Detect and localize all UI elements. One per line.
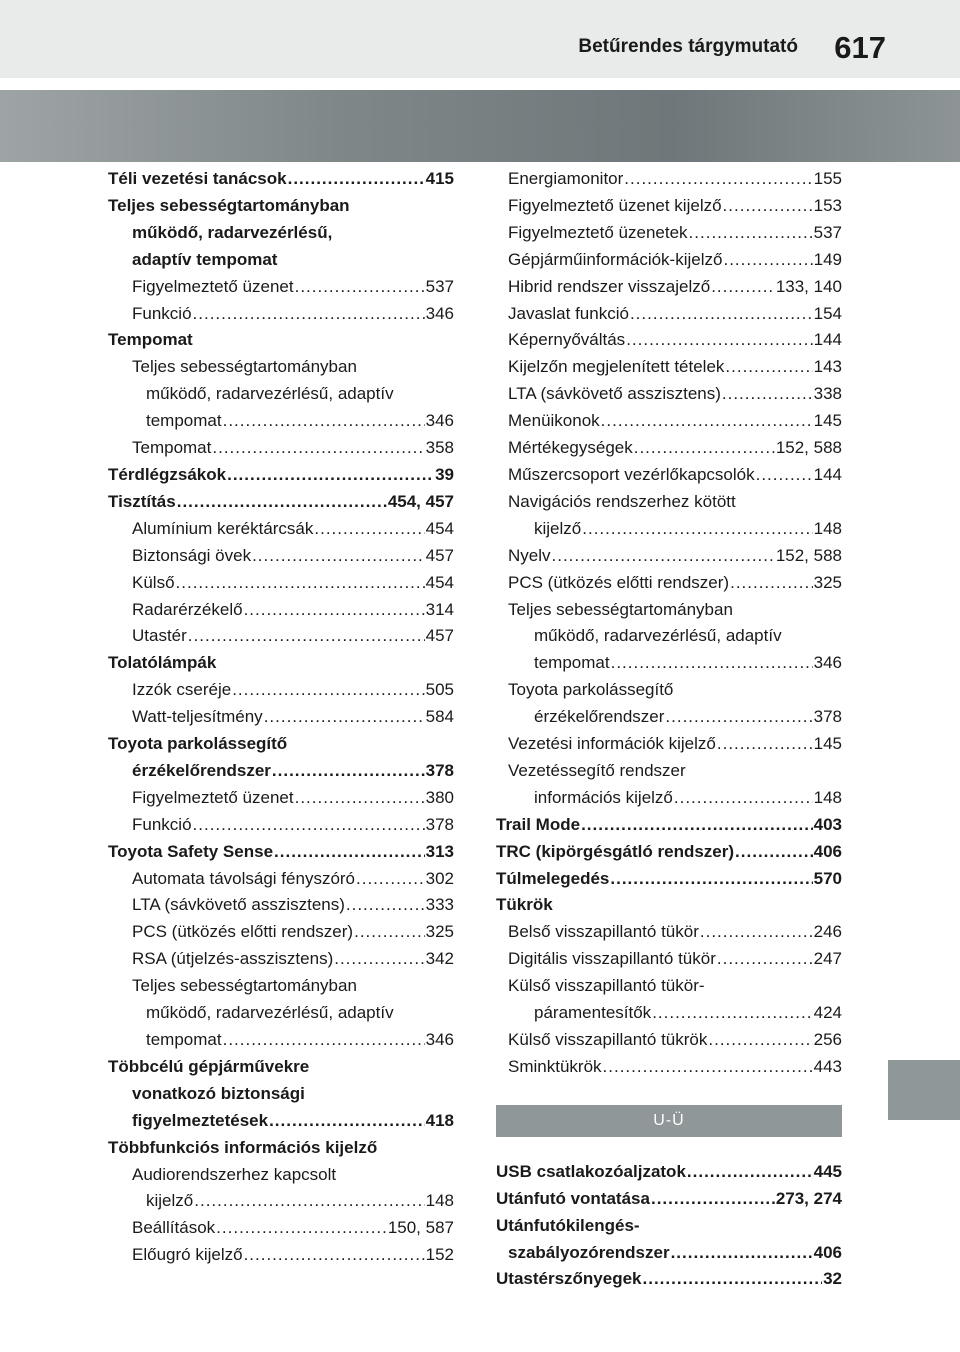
- index-entry: [496, 758, 842, 785]
- index-entry-text: Térdlégzsákok: [108, 464, 227, 484]
- index-entry: [108, 866, 454, 893]
- index-entry-text: PCS (ütközés előtti rendszer): [508, 572, 730, 592]
- index-entry-page: 378: [813, 707, 842, 727]
- index-entry: [108, 1108, 454, 1135]
- index-entry-page: 457: [425, 545, 454, 565]
- index-entry-page: 346: [813, 653, 842, 673]
- index-entry-text: Beállítások: [132, 1218, 216, 1238]
- index-entry-text: Audiorendszerhez kapcsolt: [132, 1164, 337, 1184]
- index-entry-text: USB csatlakozóaljzatok: [496, 1161, 686, 1181]
- index-entry-text: Tolatólámpák: [108, 653, 217, 673]
- index-entry-text: LTA (sávkövető asszisztens): [132, 895, 345, 915]
- index-entry-text: Mértékegységek: [508, 438, 633, 458]
- dot-leader: [193, 812, 425, 839]
- index-entry-text: Hibrid rendszer visszajelző: [508, 276, 711, 296]
- section-header: U-Ü: [496, 1105, 842, 1137]
- index-entry: [496, 866, 842, 893]
- dot-leader: [626, 327, 812, 354]
- index-entry-page: 148: [813, 518, 842, 538]
- dot-leader: [581, 812, 813, 839]
- index-entry-text: Figyelmeztető üzenet: [132, 787, 294, 807]
- index-entry-text: vonatkozó biztonsági: [132, 1083, 305, 1103]
- index-entry-text: Automata távolsági fényszóró: [132, 868, 356, 888]
- dot-leader: [177, 489, 387, 516]
- dot-leader: [193, 301, 425, 328]
- index-entry: [496, 623, 842, 650]
- index-entry-page: 155: [813, 169, 842, 188]
- index-entry: [108, 919, 454, 946]
- index-entry: [496, 919, 842, 946]
- dot-leader: [610, 866, 812, 893]
- index-entry-text: Kijelzőn megjelenített tételek: [508, 357, 725, 377]
- index-entry-page: 403: [813, 814, 842, 834]
- index-entry: [108, 1000, 454, 1027]
- index-entry: [496, 462, 842, 489]
- index-entry-text: Teljes sebességtartományban: [132, 357, 357, 377]
- index-entry: [108, 435, 454, 462]
- dot-leader: [212, 435, 424, 462]
- dot-leader: [730, 570, 813, 597]
- index-entry: [108, 623, 454, 650]
- index-entry-text: Teljes sebességtartományban: [108, 195, 350, 215]
- index-entry-page: 338: [813, 384, 842, 404]
- dot-leader: [603, 1054, 813, 1081]
- index-entry-text: Utánfutó vontatása: [496, 1188, 650, 1208]
- index-entry-text: Toyota parkolássegítő: [108, 734, 288, 754]
- index-entry-page: 154: [813, 303, 842, 323]
- index-entry: [496, 570, 842, 597]
- index-entry-text: Figyelmeztető üzenet kijelző: [508, 195, 722, 215]
- index-entry-text: Külső visszapillantó tükör-: [508, 976, 705, 996]
- dot-leader: [223, 408, 425, 435]
- index-entry: [496, 731, 842, 758]
- dot-leader: [274, 839, 425, 866]
- dot-leader: [244, 1242, 425, 1269]
- index-entry-text: Sminktükrök: [508, 1056, 602, 1076]
- index-entry: [108, 839, 454, 866]
- index-entry-page: 145: [813, 734, 842, 754]
- index-entry-page: 418: [425, 1110, 454, 1130]
- index-entry-page: 325: [425, 922, 454, 942]
- index-entry-text: Toyota Safety Sense: [108, 841, 274, 861]
- index-entry-text: Külső visszapillantó tükrök: [508, 1030, 708, 1049]
- index-entry-page: 454: [425, 572, 454, 592]
- index-entry-page: 144: [813, 464, 842, 484]
- index-entry: [108, 220, 454, 247]
- index-entry: [496, 1186, 842, 1213]
- index-entry-page: 273, 274: [775, 1188, 842, 1208]
- index-entry-text: Watt-teljesítmény: [132, 707, 263, 727]
- index-entry-page: 333: [425, 895, 454, 915]
- index-entry: [496, 543, 842, 570]
- index-entry-page: 325: [813, 572, 842, 592]
- index-entry-text: Toyota parkolássegítő: [508, 680, 674, 700]
- index-entry: [108, 381, 454, 408]
- dot-leader: [717, 731, 813, 758]
- index-entry: [108, 812, 454, 839]
- index-entry: [496, 973, 842, 1000]
- index-entry-text: PCS (ütközés előtti rendszer): [132, 922, 354, 942]
- page-title: Betűrendes tárgymutató: [578, 36, 798, 57]
- index-entry: [108, 408, 454, 435]
- dot-leader: [630, 301, 813, 328]
- index-entry: [108, 247, 454, 274]
- dot-leader: [624, 166, 812, 193]
- index-entry-text: Gépjárműinformációk-kijelző: [508, 249, 723, 269]
- index-entry-text: Trail Mode: [496, 814, 581, 834]
- index-entry-text: adaptív tempomat: [132, 249, 278, 269]
- index-entry-page: 406: [813, 841, 842, 861]
- dot-leader: [264, 704, 425, 731]
- index-entry-text: Vezetéssegítő rendszer: [508, 760, 686, 780]
- index-entry: [108, 166, 454, 193]
- index-entry: [108, 704, 454, 731]
- index-entry: [496, 1159, 842, 1186]
- index-entry: [496, 597, 842, 624]
- dot-leader: [295, 274, 425, 301]
- index-entry-page: 302: [425, 868, 454, 888]
- index-entry-text: Vezetési információk kijelző: [508, 734, 716, 754]
- index-entry: [496, 274, 842, 301]
- dot-leader: [722, 381, 813, 408]
- index-entry-page: 378: [425, 814, 454, 834]
- index-entry-text: Javaslat funkció: [508, 303, 629, 323]
- dot-leader: [651, 1186, 775, 1213]
- header-banner: [0, 90, 960, 162]
- index-entry-page: 143: [813, 357, 842, 377]
- index-entry-page: 570: [813, 868, 842, 888]
- index-entry: [108, 1054, 454, 1081]
- index-entry-page: 454: [425, 518, 454, 538]
- dot-leader: [674, 785, 813, 812]
- index-entry: [108, 1242, 454, 1269]
- index-entry: [496, 1240, 842, 1267]
- index-entry-text: Figyelmeztető üzenet: [132, 276, 294, 296]
- index-entry-text: tempomat: [146, 1030, 222, 1049]
- dot-leader: [269, 1108, 425, 1135]
- index-entry-text: Figyelmeztető üzenetek: [508, 222, 688, 242]
- index-entry-page: 505: [425, 680, 454, 700]
- index-entry: [496, 489, 842, 516]
- index-entry: [496, 1054, 842, 1081]
- index-entry: [496, 1213, 842, 1240]
- dot-leader: [643, 1266, 823, 1293]
- dot-leader: [252, 543, 425, 570]
- index-entry-text: Tükrök: [496, 895, 553, 915]
- index-entry: [108, 1188, 454, 1215]
- index-entry: [108, 354, 454, 381]
- index-entry: [496, 193, 842, 220]
- dot-leader: [354, 919, 425, 946]
- index-entry: [496, 704, 842, 731]
- dot-leader: [552, 543, 775, 570]
- dot-leader: [356, 866, 425, 893]
- dot-leader: [723, 247, 812, 274]
- index-entry-page: 150, 587: [387, 1218, 454, 1238]
- index-entry-text: Energiamonitor: [508, 169, 624, 188]
- index-entry: [108, 946, 454, 973]
- index-column-left: [108, 166, 454, 1269]
- dot-leader: [665, 704, 812, 731]
- page-number: 617: [834, 30, 886, 65]
- index-entry: [496, 220, 842, 247]
- dot-leader: [582, 516, 812, 543]
- dot-leader: [216, 1215, 387, 1242]
- index-entry-page: 247: [813, 949, 842, 969]
- index-entry-text: Utánfutókilengés-: [496, 1215, 640, 1235]
- index-entry-text: Funkció: [132, 303, 192, 323]
- index-entry-text: Külső: [132, 572, 175, 592]
- dot-leader: [272, 758, 425, 785]
- dot-leader: [194, 1188, 424, 1215]
- index-entry: [108, 1081, 454, 1108]
- index-entry-text: Műszercsoport vezérlőkapcsolók: [508, 464, 755, 484]
- index-entry-text: Digitális visszapillantó tükör: [508, 949, 716, 969]
- dot-leader: [188, 623, 425, 650]
- dot-leader: [725, 354, 812, 381]
- index-entry-page: 148: [425, 1191, 454, 1211]
- dot-leader: [700, 919, 813, 946]
- index-entry-page: 424: [813, 1003, 842, 1023]
- index-entry-page: 358: [425, 438, 454, 458]
- index-entry-page: 144: [813, 330, 842, 350]
- index-entry: [496, 435, 842, 462]
- dot-leader: [717, 946, 813, 973]
- index-entry: [496, 408, 842, 435]
- index-entry-page: 39: [435, 464, 454, 484]
- dot-leader: [652, 1000, 812, 1027]
- dot-leader: [244, 597, 425, 624]
- index-entry-text: Téli vezetési tanácsok: [108, 169, 287, 188]
- index-entry-text: Biztonsági övek: [132, 545, 252, 565]
- index-entry: [108, 1135, 454, 1162]
- index-entry-text: működő, radarvezérlésű, adaptív: [146, 384, 394, 404]
- index-entry-page: 148: [813, 787, 842, 807]
- dot-leader: [601, 408, 813, 435]
- index-entry-page: 454, 457: [387, 491, 454, 511]
- index-entry: [108, 758, 454, 785]
- index-entry: [496, 166, 842, 193]
- index-entry-page: 346: [425, 411, 454, 431]
- dot-leader: [689, 220, 813, 247]
- index-entry-text: Belső visszapillantó tükör: [508, 922, 699, 942]
- index-entry-text: Funkció: [132, 814, 192, 834]
- index-entry-text: Teljes sebességtartományban: [132, 976, 357, 996]
- index-entry: [108, 462, 454, 489]
- index-entry-text: Tisztítás: [108, 491, 176, 511]
- index-entry-page: 443: [813, 1056, 842, 1076]
- index-entry-page: 133, 140: [775, 276, 842, 296]
- dot-leader: [176, 570, 425, 597]
- index-entry: [496, 812, 842, 839]
- index-entry: [108, 1027, 454, 1054]
- index-entry-page: 152, 588: [775, 545, 842, 565]
- index-entry: [108, 892, 454, 919]
- index-entry: [496, 650, 842, 677]
- index-entry: [496, 354, 842, 381]
- index-entry-text: Alumínium keréktárcsák: [132, 518, 314, 538]
- index-entry: [496, 1000, 842, 1027]
- index-entry-text: Navigációs rendszerhez kötött: [508, 491, 736, 511]
- index-entry: [108, 301, 454, 328]
- index-entry: [108, 274, 454, 301]
- index-entry-text: működő, radarvezérlésű, adaptív: [534, 626, 782, 646]
- index-entry-page: 32: [823, 1269, 842, 1289]
- dot-leader: [288, 166, 425, 193]
- dot-leader: [334, 946, 424, 973]
- index-entry-page: 342: [425, 949, 454, 969]
- index-entry: [108, 785, 454, 812]
- index-entry: [496, 1266, 842, 1293]
- index-entry: [496, 1027, 842, 1054]
- dot-leader: [756, 462, 813, 489]
- index-entry: [108, 650, 454, 677]
- dot-leader: [314, 516, 424, 543]
- index-entry: [108, 1215, 454, 1242]
- index-entry-text: kijelző: [534, 518, 582, 538]
- dot-leader: [232, 677, 424, 704]
- index-entry-text: szabályozórendszer: [508, 1242, 670, 1262]
- index-entry: [496, 677, 842, 704]
- index-entry-page: 445: [813, 1161, 842, 1181]
- dot-leader: [223, 1027, 425, 1054]
- index-entry-text: TRC (kipörgésgátló rendszer): [496, 841, 735, 861]
- dot-leader: [295, 785, 425, 812]
- index-entry-text: Többcélú gépjárművekre: [108, 1056, 310, 1076]
- index-entry-text: érzékelőrendszer: [534, 707, 665, 727]
- index-entry-page: 246: [813, 922, 842, 942]
- chapter-tab: [888, 1060, 960, 1120]
- index-entry-text: Tempomat: [132, 438, 212, 458]
- index-entry-page: 380: [425, 787, 454, 807]
- index-entry: [496, 381, 842, 408]
- index-entry-page: 152, 588: [775, 438, 842, 458]
- index-entry: [496, 785, 842, 812]
- index-entry-text: Túlmelegedés: [496, 868, 610, 888]
- index-entry: [496, 946, 842, 973]
- index-entry-text: Radarérzékelő: [132, 599, 243, 619]
- index-entry-text: Előugró kijelző: [132, 1245, 243, 1265]
- dot-leader: [346, 892, 425, 919]
- index-entry-page: 346: [425, 1030, 454, 1049]
- header-bar: [0, 0, 960, 78]
- dot-leader: [611, 650, 813, 677]
- index-entry-page: 378: [425, 760, 454, 780]
- index-entry-text: LTA (sávkövető asszisztens): [508, 384, 721, 404]
- dot-leader: [227, 462, 434, 489]
- index-entry-page: 537: [813, 222, 842, 242]
- index-entry: [108, 543, 454, 570]
- index-entry-text: Nyelv: [508, 545, 551, 565]
- index-entry: [496, 327, 842, 354]
- index-entry: [496, 839, 842, 866]
- index-entry-page: 313: [425, 841, 454, 861]
- index-entry-text: Utastérszőnyegek: [496, 1269, 642, 1289]
- index-entry-page: 149: [813, 249, 842, 269]
- index-entry-text: Teljes sebességtartományban: [508, 599, 733, 619]
- index-entry-page: 346: [425, 303, 454, 323]
- index-entry: [496, 301, 842, 328]
- index-entry: [108, 327, 454, 354]
- index-entry-text: Tempomat: [108, 330, 193, 350]
- index-column-right: [496, 166, 842, 1293]
- index-entry-page: 537: [425, 276, 454, 296]
- index-entry-text: Többfunkciós információs kijelző: [108, 1137, 378, 1157]
- index-entry: [108, 973, 454, 1000]
- index-entry: [108, 1162, 454, 1189]
- index-entry-text: Képernyőváltás: [508, 330, 626, 350]
- dot-leader: [671, 1240, 813, 1267]
- dot-leader: [708, 1027, 812, 1054]
- dot-leader: [687, 1159, 813, 1186]
- index-entry: [496, 516, 842, 543]
- index-entry-text: RSA (útjelzés-asszisztens): [132, 949, 334, 969]
- index-entry-page: 314: [425, 599, 454, 619]
- index-entry-text: információs kijelző: [534, 787, 673, 807]
- index-entry-page: 415: [425, 169, 454, 188]
- index-entry-text: tempomat: [534, 653, 610, 673]
- index-entry-text: páramentesítők: [534, 1003, 652, 1023]
- index-entry-text: figyelmeztetések: [132, 1110, 269, 1130]
- index-entry-page: 406: [813, 1242, 842, 1262]
- index-entry-text: Menüikonok: [508, 411, 600, 431]
- index-entry-text: működő, radarvezérlésű, adaptív: [146, 1003, 394, 1023]
- index-entry-page: 145: [813, 411, 842, 431]
- index-entry-page: 256: [813, 1030, 842, 1049]
- index-entry: [108, 731, 454, 758]
- index-entry: [496, 892, 842, 919]
- dot-leader: [723, 193, 813, 220]
- index-entry-page: 153: [813, 195, 842, 215]
- index-entry: [108, 597, 454, 624]
- index-entry-text: kijelző: [146, 1191, 194, 1211]
- index-entry-text: Izzók cseréje: [132, 680, 232, 700]
- dot-leader: [735, 839, 813, 866]
- index-entry-text: érzékelőrendszer: [132, 760, 271, 780]
- index-entry-text: működő, radarvezérlésű,: [132, 222, 333, 242]
- index-entry-page: 584: [425, 707, 454, 727]
- index-entry: [108, 193, 454, 220]
- index-entry-page: 457: [425, 626, 454, 646]
- index-entry-text: tempomat: [146, 411, 222, 431]
- index-entry: [496, 247, 842, 274]
- index-entry-page: 152: [425, 1245, 454, 1265]
- index-entry-text: Utastér: [132, 626, 187, 646]
- index-entry: [108, 489, 454, 516]
- dot-leader: [634, 435, 775, 462]
- index-entry: [108, 516, 454, 543]
- index-entry: [108, 570, 454, 597]
- dot-leader: [711, 274, 775, 301]
- index-entry: [108, 677, 454, 704]
